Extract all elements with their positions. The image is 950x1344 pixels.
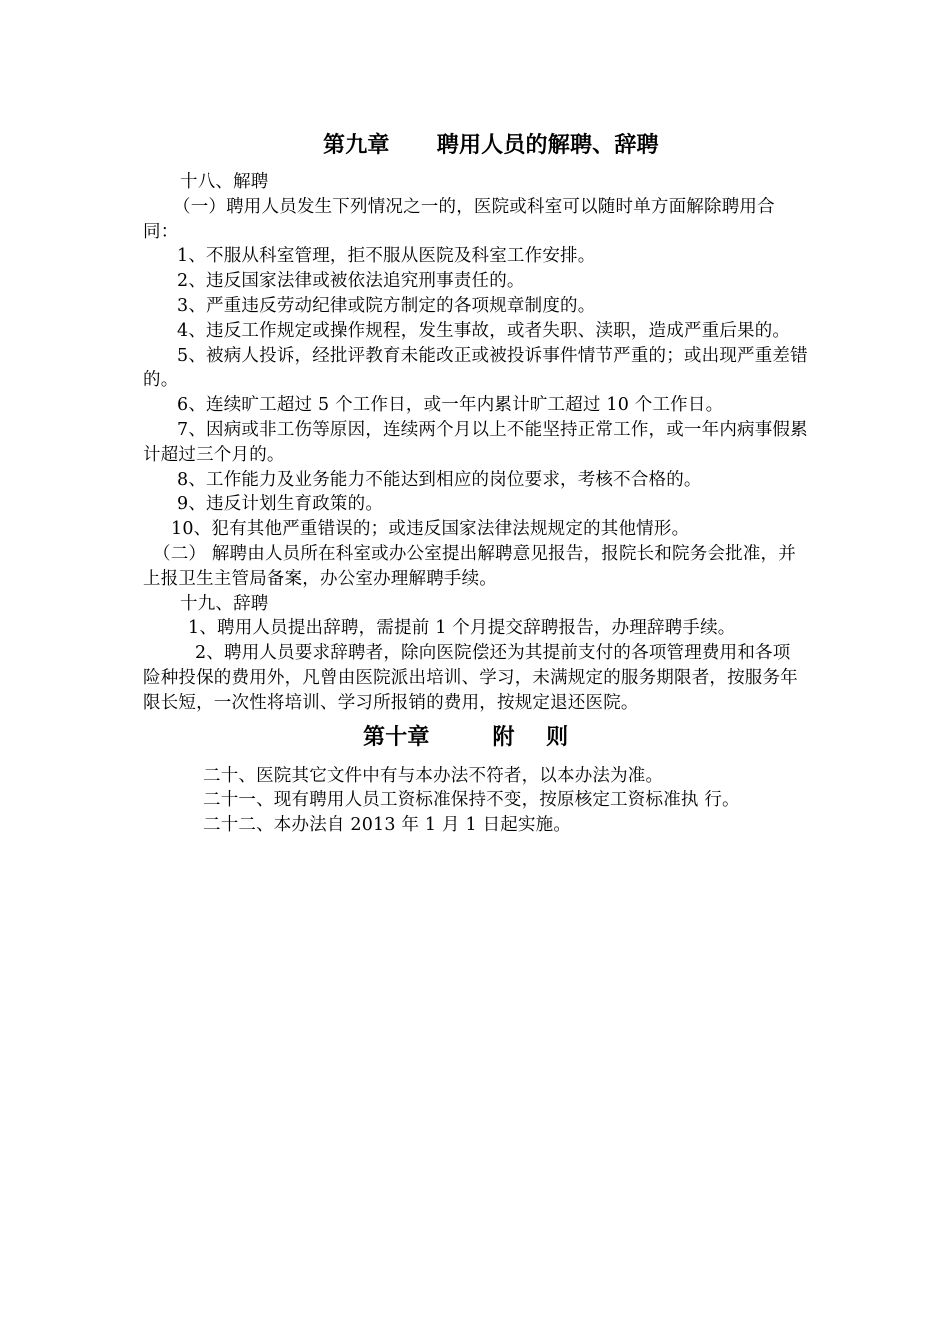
chapter-10-title: 第十章 附 则 bbox=[363, 724, 569, 750]
dismissal-item-9: 9、违反计划生育政策的。 bbox=[177, 494, 384, 515]
chapter-9-title: 第九章 聘用人员的解聘、辞聘 bbox=[323, 133, 659, 158]
article-20: 二十、医院其它文件中有与本办法不符者，以本办法为准。 bbox=[203, 765, 664, 786]
dismissal-item-10: 10、犯有其他严重错误的；或违反国家法律法规规定的其他情形。 bbox=[171, 519, 690, 540]
section-19-heading: 十九、辞聘 bbox=[180, 593, 269, 614]
dismissal-item-1: 1、不服从科室管理，拒不服从医院及科室工作安排。 bbox=[177, 246, 596, 267]
article-21: 二十一、现有聘用人员工资标准保持不变，按原核定工资标准执 行。 bbox=[203, 790, 740, 811]
resign-item-1: 1、聘用人员提出辞聘，需提前 1 个月提交辞聘报告，办理辞聘手续。 bbox=[188, 618, 736, 639]
dismissal-intro: （一）聘用人员发生下列情况之一的，医院或科室可以随时单方面解除聘用合同： bbox=[143, 196, 775, 242]
document-body bbox=[143, 130, 808, 838]
dismissal-item-8: 8、工作能力及业务能力不能达到相应的岗位要求，考核不合格的。 bbox=[177, 469, 702, 490]
dismissal-item-7: 7、因病或非工伤等原因，连续两个月以上不能坚持正常工作，或一年内病事假累计超过三个月的。 bbox=[143, 419, 808, 465]
dismissal-item-6: 6、连续旷工超过 5 个工作日，或一年内累计旷工超过 10 个工作日。 bbox=[177, 395, 724, 416]
dismissal-item-4: 4、违反工作规定或操作规程，发生事故，或者失职、渎职，造成严重后果的。 bbox=[177, 320, 791, 341]
dismissal-item-3: 3、严重违反劳动纪律或院方制定的各项规章制度的。 bbox=[177, 295, 596, 316]
article-22: 二十二、本办法自 2013 年 1 月 1 日起实施。 bbox=[203, 815, 572, 836]
dismissal-item-5: 5、被病人投诉，经批评教育未能改正或被投诉事件情节严重的；或出现严重差错的。 bbox=[143, 345, 808, 391]
section-18-heading: 十八、解聘 bbox=[180, 172, 269, 192]
dismissal-part-2: （二） 解聘由人员所在科室或办公室提出解聘意见报告，报院长和院务会批准，并上报卫生主管局备案，办公室办理解聘手续。 bbox=[143, 543, 796, 589]
dismissal-item-2: 2、违反国家法律或被依法追究刑事责任的。 bbox=[177, 271, 525, 292]
resign-item-2: 2、聘用人员要求辞聘者，除向医院偿还为其提前支付的各项管理费用和各项险种投保的费用外，凡曾由医院派出培训、学习，未满规定的服务期限者，按服务年限长短，一次性将培训、学习所报销的费用，按规定退还医院。 bbox=[143, 643, 798, 713]
